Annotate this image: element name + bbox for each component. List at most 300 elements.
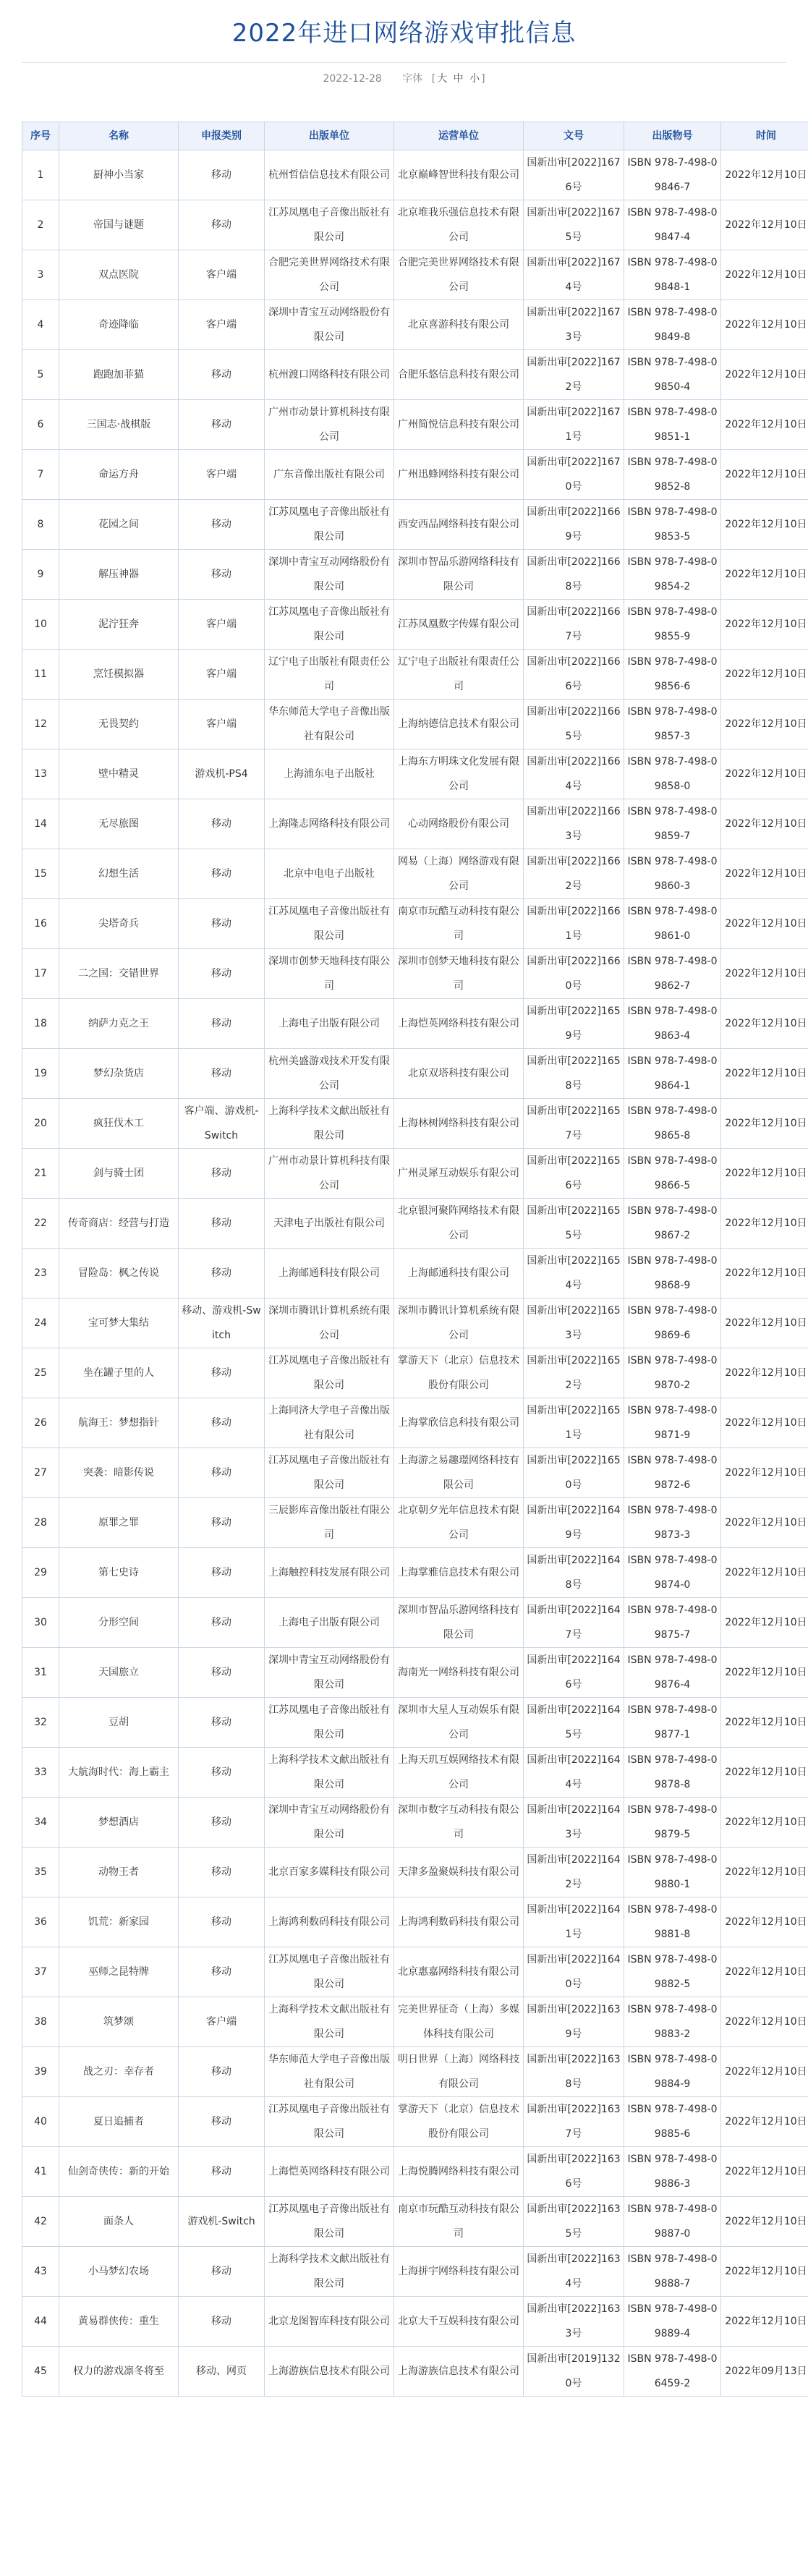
- table-row: [22, 949, 808, 999]
- cell-index: 31: [22, 1648, 59, 1698]
- approval-table: [22, 122, 808, 2397]
- table-row: [22, 1598, 808, 1648]
- cell-publisher: 北京中电电子出版社: [265, 849, 394, 899]
- cell-index: 32: [22, 1698, 59, 1748]
- cell-index: 38: [22, 1997, 59, 2047]
- cell-index: 4: [22, 300, 59, 350]
- cell-name: 二之国：交错世界: [59, 949, 179, 999]
- cell-isbn: ISBN 978-7-498-09846-7: [624, 150, 721, 200]
- cell-date: 2022年12月10日: [721, 200, 808, 250]
- cell-category: 移动: [179, 2097, 265, 2147]
- font-size-medium[interactable]: 中: [453, 73, 464, 85]
- table-row: [22, 999, 808, 1049]
- cell-name: 梦幻杂货店: [59, 1049, 179, 1099]
- table-row: [22, 1049, 808, 1099]
- cell-name: 幻想生活: [59, 849, 179, 899]
- cell-name: 解压神器: [59, 550, 179, 600]
- cell-name: 突袭：暗影传说: [59, 1448, 179, 1498]
- cell-category: 游戏机-PS4: [179, 749, 265, 799]
- cell-category: 移动: [179, 1897, 265, 1947]
- table-row: [22, 250, 808, 300]
- cell-operator: 上海东方明珠文化发展有限公司: [394, 749, 524, 799]
- cell-date: 2022年12月10日: [721, 749, 808, 799]
- cell-approval-no: 国新出审[2022]1667号: [524, 600, 624, 650]
- cell-isbn: ISBN 978-7-498-09865-8: [624, 1099, 721, 1149]
- cell-date: 2022年12月10日: [721, 1848, 808, 1897]
- cell-date: 2022年12月10日: [721, 1249, 808, 1298]
- cell-name: 权力的游戏凛冬将至: [59, 2347, 179, 2397]
- cell-date: 2022年12月10日: [721, 1149, 808, 1199]
- table-row: [22, 1548, 808, 1598]
- cell-approval-no: 国新出审[2022]1671号: [524, 400, 624, 450]
- cell-index: 42: [22, 2197, 59, 2247]
- cell-date: 2022年12月10日: [721, 1548, 808, 1598]
- cell-operator: 辽宁电子出版社有限责任公司: [394, 650, 524, 700]
- cell-date: 2022年12月10日: [721, 1997, 808, 2047]
- table-row: [22, 1298, 808, 1348]
- cell-name: 黄易群侠传：重生: [59, 2297, 179, 2347]
- table-row: [22, 1398, 808, 1448]
- cell-operator: 西安西品网络科技有限公司: [394, 500, 524, 550]
- cell-publisher: 深圳中青宝互动网络股份有限公司: [265, 1798, 394, 1848]
- cell-name: 筑梦颂: [59, 1997, 179, 2047]
- cell-operator: 网易（上海）网络游戏有限公司: [394, 849, 524, 899]
- cell-name: 命运方舟: [59, 450, 179, 500]
- cell-approval-no: 国新出审[2022]1650号: [524, 1448, 624, 1498]
- table-row: [22, 2347, 808, 2397]
- cell-index: 8: [22, 500, 59, 550]
- cell-operator: 广州简悦信息科技有限公司: [394, 400, 524, 450]
- cell-category: 移动: [179, 999, 265, 1049]
- table-row: [22, 400, 808, 450]
- cell-approval-no: 国新出审[2022]1663号: [524, 799, 624, 849]
- cell-name: 大航海时代：海上霸主: [59, 1748, 179, 1798]
- cell-approval-no: 国新出审[2022]1675号: [524, 200, 624, 250]
- cell-approval-no: 国新出审[2022]1652号: [524, 1348, 624, 1398]
- cell-date: 2022年12月10日: [721, 500, 808, 550]
- cell-approval-no: 国新出审[2022]1649号: [524, 1498, 624, 1548]
- cell-operator: 北京喜游科技有限公司: [394, 300, 524, 350]
- cell-publisher: 江苏凤凰电子音像出版社有限公司: [265, 1448, 394, 1498]
- cell-category: 移动: [179, 1848, 265, 1897]
- cell-name: 豆胡: [59, 1698, 179, 1748]
- cell-index: 18: [22, 999, 59, 1049]
- cell-category: 移动: [179, 350, 265, 400]
- cell-approval-no: 国新出审[2022]1656号: [524, 1149, 624, 1199]
- cell-publisher: 深圳中青宝互动网络股份有限公司: [265, 1648, 394, 1698]
- cell-approval-no: 国新出审[2022]1647号: [524, 1598, 624, 1648]
- cell-index: 43: [22, 2247, 59, 2297]
- cell-name: 坐在罐子里的人: [59, 1348, 179, 1398]
- cell-approval-no: 国新出审[2022]1669号: [524, 500, 624, 550]
- cell-operator: 上海掌欣信息科技有限公司: [394, 1398, 524, 1448]
- cell-name: 尖塔奇兵: [59, 899, 179, 949]
- cell-category: 移动、游戏机-Switch: [179, 1298, 265, 1348]
- cell-operator: 深圳市创梦天地科技有限公司: [394, 949, 524, 999]
- cell-publisher: 上海科学技术文献出版社有限公司: [265, 1099, 394, 1149]
- font-label: 字体: [402, 73, 423, 85]
- cell-publisher: 上海触控科技发展有限公司: [265, 1548, 394, 1598]
- cell-date: 2022年12月10日: [721, 550, 808, 600]
- cell-approval-no: 国新出审[2022]1654号: [524, 1249, 624, 1298]
- col-header-operator: 运营单位: [394, 122, 524, 150]
- cell-date: 2022年12月10日: [721, 450, 808, 500]
- cell-index: 6: [22, 400, 59, 450]
- cell-isbn: ISBN 978-7-498-09888-7: [624, 2247, 721, 2297]
- cell-publisher: 上海电子出版有限公司: [265, 1598, 394, 1648]
- cell-category: 移动: [179, 949, 265, 999]
- cell-index: 21: [22, 1149, 59, 1199]
- cell-name: 战之刃：幸存者: [59, 2047, 179, 2097]
- cell-operator: 掌游天下（北京）信息技术股份有限公司: [394, 1348, 524, 1398]
- table-row: [22, 1249, 808, 1298]
- cell-index: 28: [22, 1498, 59, 1548]
- cell-approval-no: 国新出审[2022]1644号: [524, 1748, 624, 1798]
- cell-category: 移动、网页: [179, 2347, 265, 2397]
- cell-name: 双点医院: [59, 250, 179, 300]
- cell-publisher: 广州市动景计算机科技有限公司: [265, 1149, 394, 1199]
- cell-publisher: 辽宁电子出版社有限责任公司: [265, 650, 394, 700]
- cell-isbn: ISBN 978-7-498-09855-9: [624, 600, 721, 650]
- cell-operator: 北京堆我乐强信息技术有限公司: [394, 200, 524, 250]
- cell-publisher: 上海隆志网络科技有限公司: [265, 799, 394, 849]
- cell-category: 移动: [179, 2047, 265, 2097]
- cell-category: 客户端: [179, 250, 265, 300]
- cell-name: 天国旅立: [59, 1648, 179, 1698]
- cell-category: 客户端: [179, 300, 265, 350]
- cell-category: 移动: [179, 2147, 265, 2197]
- cell-publisher: 上海浦东电子出版社: [265, 749, 394, 799]
- cell-publisher: 杭州渡口网络科技有限公司: [265, 350, 394, 400]
- cell-publisher: 三辰影库音像出版社有限公司: [265, 1498, 394, 1548]
- cell-approval-no: 国新出审[2022]1676号: [524, 150, 624, 200]
- cell-approval-no: 国新出审[2022]1642号: [524, 1848, 624, 1897]
- cell-publisher: 上海同济大学电子音像出版社有限公司: [265, 1398, 394, 1448]
- cell-date: 2022年12月10日: [721, 1748, 808, 1798]
- cell-operator: 广州迅蜂网络科技有限公司: [394, 450, 524, 500]
- cell-category: 移动: [179, 2297, 265, 2347]
- cell-approval-no: 国新出审[2022]1648号: [524, 1548, 624, 1598]
- cell-name: 奇迹降临: [59, 300, 179, 350]
- cell-date: 2022年12月10日: [721, 949, 808, 999]
- cell-publisher: 江苏凤凰电子音像出版社有限公司: [265, 899, 394, 949]
- publish-date: 2022-12-28: [323, 73, 382, 85]
- cell-approval-no: 国新出审[2022]1645号: [524, 1698, 624, 1748]
- cell-publisher: 江苏凤凰电子音像出版社有限公司: [265, 1698, 394, 1748]
- col-header-publisher: 出版单位: [265, 122, 394, 150]
- table-row: [22, 2297, 808, 2347]
- cell-index: 14: [22, 799, 59, 849]
- cell-operator: 心动网络股份有限公司: [394, 799, 524, 849]
- cell-approval-no: 国新出审[2022]1661号: [524, 899, 624, 949]
- col-header-approval-no: 文号: [524, 122, 624, 150]
- cell-name: 剑与骑士团: [59, 1149, 179, 1199]
- cell-operator: 深圳市智品乐游网络科技有限公司: [394, 550, 524, 600]
- cell-date: 2022年12月10日: [721, 2097, 808, 2147]
- cell-category: 移动: [179, 1598, 265, 1648]
- cell-publisher: 合肥完美世界网络技术有限公司: [265, 250, 394, 300]
- col-header-name: 名称: [59, 122, 179, 150]
- cell-index: 40: [22, 2097, 59, 2147]
- cell-date: 2022年12月10日: [721, 1199, 808, 1249]
- table-body: [22, 150, 808, 2397]
- cell-name: 三国志·战棋版: [59, 400, 179, 450]
- cell-category: 移动: [179, 1498, 265, 1548]
- cell-date: 2022年12月10日: [721, 600, 808, 650]
- cell-category: 客户端: [179, 450, 265, 500]
- cell-approval-no: 国新出审[2022]1638号: [524, 2047, 624, 2097]
- cell-index: 10: [22, 600, 59, 650]
- cell-name: 泥泞狂奔: [59, 600, 179, 650]
- cell-publisher: 深圳市腾讯计算机系统有限公司: [265, 1298, 394, 1348]
- cell-index: 34: [22, 1798, 59, 1848]
- cell-isbn: ISBN 978-7-498-09883-2: [624, 1997, 721, 2047]
- cell-operator: 上海游族信息技术有限公司: [394, 2347, 524, 2397]
- cell-date: 2022年12月10日: [721, 350, 808, 400]
- cell-isbn: ISBN 978-7-498-09872-6: [624, 1448, 721, 1498]
- cell-name: 梦想酒店: [59, 1798, 179, 1848]
- cell-publisher: 上海科学技术文献出版社有限公司: [265, 1748, 394, 1798]
- cell-index: 41: [22, 2147, 59, 2197]
- cell-operator: 上海鸿利数码科技有限公司: [394, 1897, 524, 1947]
- cell-date: 2022年12月10日: [721, 150, 808, 200]
- cell-index: 1: [22, 150, 59, 200]
- cell-category: 移动: [179, 899, 265, 949]
- table-row: [22, 749, 808, 799]
- cell-date: 2022年12月10日: [721, 1798, 808, 1848]
- cell-publisher: 华东师范大学电子音像出版社有限公司: [265, 700, 394, 749]
- cell-index: 5: [22, 350, 59, 400]
- table-row: [22, 350, 808, 400]
- table-row: [22, 899, 808, 949]
- cell-isbn: ISBN 978-7-498-09885-6: [624, 2097, 721, 2147]
- cell-category: 移动: [179, 200, 265, 250]
- cell-date: 2022年12月10日: [721, 1698, 808, 1748]
- cell-date: 2022年12月10日: [721, 1448, 808, 1498]
- cell-date: 2022年12月10日: [721, 1498, 808, 1548]
- cell-date: 2022年12月10日: [721, 400, 808, 450]
- cell-index: 9: [22, 550, 59, 600]
- cell-category: 移动: [179, 1648, 265, 1698]
- cell-category: 客户端: [179, 1997, 265, 2047]
- cell-isbn: ISBN 978-7-498-09878-8: [624, 1748, 721, 1798]
- cell-name: 疯狂伐木工: [59, 1099, 179, 1149]
- cell-isbn: ISBN 978-7-498-09866-5: [624, 1149, 721, 1199]
- cell-isbn: ISBN 978-7-498-09851-1: [624, 400, 721, 450]
- table-row: [22, 2197, 808, 2247]
- cell-date: 2022年12月10日: [721, 2147, 808, 2197]
- cell-index: 16: [22, 899, 59, 949]
- cell-approval-no: 国新出审[2022]1674号: [524, 250, 624, 300]
- cell-isbn: ISBN 978-7-498-09879-5: [624, 1798, 721, 1848]
- table-row: [22, 150, 808, 200]
- cell-name: 花园之间: [59, 500, 179, 550]
- cell-isbn: ISBN 978-7-498-09849-8: [624, 300, 721, 350]
- cell-date: 2022年12月10日: [721, 300, 808, 350]
- cell-name: 面条人: [59, 2197, 179, 2247]
- cell-operator: 上海游之易趣璟网络科技有限公司: [394, 1448, 524, 1498]
- cell-publisher: 上海科学技术文献出版社有限公司: [265, 1997, 394, 2047]
- table-row: [22, 2047, 808, 2097]
- cell-category: 移动: [179, 150, 265, 200]
- cell-approval-no: 国新出审[2022]1659号: [524, 999, 624, 1049]
- table-row: [22, 1498, 808, 1548]
- cell-name: 小马梦幻农场: [59, 2247, 179, 2297]
- cell-isbn: ISBN 978-7-498-09852-8: [624, 450, 721, 500]
- cell-date: 2022年12月10日: [721, 1398, 808, 1448]
- cell-name: 无尽旅图: [59, 799, 179, 849]
- cell-date: 2022年12月10日: [721, 899, 808, 949]
- cell-isbn: ISBN 978-7-498-09889-4: [624, 2297, 721, 2347]
- cell-category: 移动: [179, 1748, 265, 1798]
- cell-publisher: 广州市动景计算机科技有限公司: [265, 400, 394, 450]
- cell-name: 第七史诗: [59, 1548, 179, 1598]
- cell-operator: 深圳市大星人互动娱乐有限公司: [394, 1698, 524, 1748]
- cell-category: 移动: [179, 1348, 265, 1398]
- cell-isbn: ISBN 978-7-498-09859-7: [624, 799, 721, 849]
- cell-index: 17: [22, 949, 59, 999]
- cell-approval-no: 国新出审[2022]1643号: [524, 1798, 624, 1848]
- cell-index: 23: [22, 1249, 59, 1298]
- cell-date: 2022年12月10日: [721, 799, 808, 849]
- cell-operator: 明日世界（上海）网络科技有限公司: [394, 2047, 524, 2097]
- cell-publisher: 上海科学技术文献出版社有限公司: [265, 2247, 394, 2297]
- cell-publisher: 上海游族信息技术有限公司: [265, 2347, 394, 2397]
- cell-isbn: ISBN 978-7-498-09861-0: [624, 899, 721, 949]
- cell-isbn: ISBN 978-7-498-09860-3: [624, 849, 721, 899]
- cell-date: 2022年12月10日: [721, 1598, 808, 1648]
- cell-approval-no: 国新出审[2022]1673号: [524, 300, 624, 350]
- cell-index: 12: [22, 700, 59, 749]
- cell-isbn: ISBN 978-7-498-09848-1: [624, 250, 721, 300]
- cell-category: 移动: [179, 1947, 265, 1997]
- cell-isbn: ISBN 978-7-498-09850-4: [624, 350, 721, 400]
- font-size-small[interactable]: 小: [469, 73, 480, 85]
- cell-date: 2022年12月10日: [721, 250, 808, 300]
- cell-approval-no: 国新出审[2022]1668号: [524, 550, 624, 600]
- cell-publisher: 江苏凤凰电子音像出版社有限公司: [265, 2197, 394, 2247]
- cell-isbn: ISBN 978-7-498-09853-5: [624, 500, 721, 550]
- table-row: [22, 1348, 808, 1398]
- cell-operator: 天津多盈聚娱科技有限公司: [394, 1848, 524, 1897]
- cell-isbn: ISBN 978-7-498-09870-2: [624, 1348, 721, 1398]
- cell-operator: 北京巅峰智世科技有限公司: [394, 150, 524, 200]
- cell-name: 夏日追捕者: [59, 2097, 179, 2147]
- cell-isbn: ISBN 978-7-498-09856-6: [624, 650, 721, 700]
- table-row: [22, 1448, 808, 1498]
- cell-date: 2022年12月10日: [721, 2197, 808, 2247]
- table-row: [22, 1698, 808, 1748]
- cell-date: 2022年09月13日: [721, 2347, 808, 2397]
- cell-isbn: ISBN 978-7-498-09863-4: [624, 999, 721, 1049]
- cell-name: 宝可梦大集结: [59, 1298, 179, 1348]
- cell-isbn: ISBN 978-7-498-09869-6: [624, 1298, 721, 1348]
- cell-isbn: ISBN 978-7-498-09877-1: [624, 1698, 721, 1748]
- cell-operator: 江苏凤凰数字传媒有限公司: [394, 600, 524, 650]
- cell-operator: 深圳市智品乐游网络科技有限公司: [394, 1598, 524, 1648]
- cell-publisher: 江苏凤凰电子音像出版社有限公司: [265, 1348, 394, 1398]
- table-row: [22, 600, 808, 650]
- table-row: [22, 799, 808, 849]
- cell-name: 无畏契约: [59, 700, 179, 749]
- cell-name: 纳萨力克之王: [59, 999, 179, 1049]
- cell-name: 巫师之昆特牌: [59, 1947, 179, 1997]
- cell-isbn: ISBN 978-7-498-09857-3: [624, 700, 721, 749]
- cell-index: 39: [22, 2047, 59, 2097]
- cell-isbn: ISBN 978-7-498-09875-7: [624, 1598, 721, 1648]
- cell-category: 移动: [179, 1249, 265, 1298]
- cell-isbn: ISBN 978-7-498-09858-0: [624, 749, 721, 799]
- cell-publisher: 深圳中青宝互动网络股份有限公司: [265, 550, 394, 600]
- cell-date: 2022年12月10日: [721, 1298, 808, 1348]
- table-row: [22, 849, 808, 899]
- cell-category: 移动: [179, 1199, 265, 1249]
- cell-approval-no: 国新出审[2022]1641号: [524, 1897, 624, 1947]
- cell-name: 仙剑奇侠传：新的开始: [59, 2147, 179, 2197]
- cell-operator: 北京银河聚阵网络技术有限公司: [394, 1199, 524, 1249]
- cell-publisher: 上海鸿利数码科技有限公司: [265, 1897, 394, 1947]
- cell-approval-no: 国新出审[2022]1635号: [524, 2197, 624, 2247]
- cell-operator: 深圳市数字互动科技有限公司: [394, 1798, 524, 1848]
- cell-date: 2022年12月10日: [721, 2247, 808, 2297]
- cell-isbn: ISBN 978-7-498-09887-0: [624, 2197, 721, 2247]
- cell-isbn: ISBN 978-7-498-09854-2: [624, 550, 721, 600]
- cell-approval-no: 国新出审[2022]1634号: [524, 2247, 624, 2297]
- cell-name: 厨神小当家: [59, 150, 179, 200]
- cell-name: 烹饪模拟器: [59, 650, 179, 700]
- cell-category: 移动: [179, 550, 265, 600]
- cell-publisher: 华东师范大学电子音像出版社有限公司: [265, 2047, 394, 2097]
- cell-category: 移动: [179, 2247, 265, 2297]
- cell-category: 客户端、游戏机-Switch: [179, 1099, 265, 1149]
- cell-category: 移动: [179, 1398, 265, 1448]
- cell-date: 2022年12月10日: [721, 1049, 808, 1099]
- cell-category: 客户端: [179, 600, 265, 650]
- table-row: [22, 700, 808, 749]
- font-size-large[interactable]: 大: [437, 73, 448, 85]
- cell-name: 动物王者: [59, 1848, 179, 1897]
- cell-operator: 掌游天下（北京）信息技术股份有限公司: [394, 2097, 524, 2147]
- cell-index: 25: [22, 1348, 59, 1398]
- cell-approval-no: 国新出审[2022]1651号: [524, 1398, 624, 1448]
- cell-operator: 合肥完美世界网络技术有限公司: [394, 250, 524, 300]
- cell-operator: 深圳市腾讯计算机系统有限公司: [394, 1298, 524, 1348]
- cell-publisher: 天津电子出版社有限公司: [265, 1199, 394, 1249]
- table-row: [22, 1199, 808, 1249]
- cell-name: 分形空间: [59, 1598, 179, 1648]
- page-title: 2022年进口网络游戏审批信息: [231, 19, 577, 48]
- cell-category: 移动: [179, 1049, 265, 1099]
- cell-operator: 北京大千互娱科技有限公司: [394, 2297, 524, 2347]
- cell-index: 35: [22, 1848, 59, 1897]
- cell-date: 2022年12月10日: [721, 2297, 808, 2347]
- cell-category: 移动: [179, 849, 265, 899]
- cell-date: 2022年12月10日: [721, 1648, 808, 1698]
- cell-approval-no: 国新出审[2022]1664号: [524, 749, 624, 799]
- cell-index: 15: [22, 849, 59, 899]
- cell-approval-no: 国新出审[2022]1639号: [524, 1997, 624, 2047]
- cell-publisher: 江苏凤凰电子音像出版社有限公司: [265, 200, 394, 250]
- cell-approval-no: 国新出审[2022]1672号: [524, 350, 624, 400]
- cell-isbn: ISBN 978-7-498-09867-2: [624, 1199, 721, 1249]
- cell-publisher: 江苏凤凰电子音像出版社有限公司: [265, 500, 394, 550]
- cell-index: 45: [22, 2347, 59, 2397]
- cell-operator: 海南光一网络科技有限公司: [394, 1648, 524, 1698]
- cell-index: 30: [22, 1598, 59, 1648]
- col-header-index: 序号: [22, 122, 59, 150]
- cell-approval-no: 国新出审[2022]1658号: [524, 1049, 624, 1099]
- cell-publisher: 上海邮通科技有限公司: [265, 1249, 394, 1298]
